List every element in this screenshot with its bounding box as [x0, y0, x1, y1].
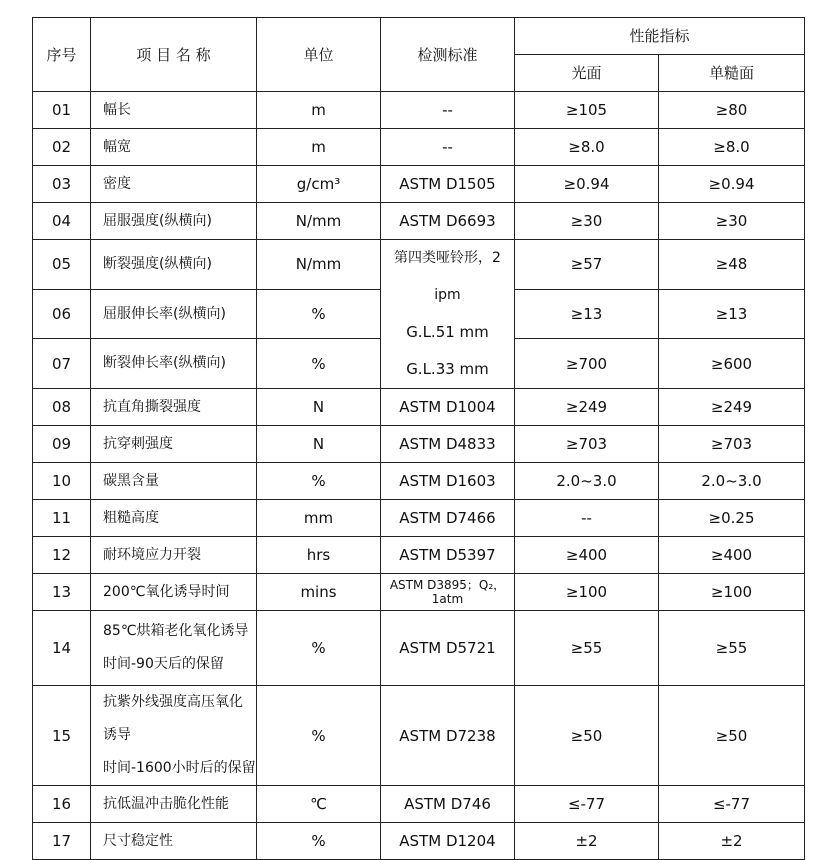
table-row — [33, 686, 805, 786]
header-smooth: 光面 — [515, 55, 659, 92]
table-row — [33, 92, 805, 129]
row-item-line: 时间-90天后的保留 — [103, 656, 224, 672]
row-smooth: ≥249 — [515, 389, 659, 426]
row-smooth: 2.0~3.0 — [515, 463, 659, 500]
row-unit: N — [257, 426, 381, 463]
table-row — [33, 166, 805, 203]
row-no: 06 — [33, 289, 91, 339]
row-standard: ASTM D5721 — [381, 611, 515, 686]
table-row — [33, 786, 805, 823]
table-row — [33, 240, 805, 290]
table-row — [33, 574, 805, 611]
row-item — [91, 611, 257, 686]
row-unit: % — [257, 686, 381, 786]
row-unit: mins — [257, 574, 381, 611]
row-rough: ≥50 — [659, 686, 805, 786]
row-item: 幅长 — [91, 92, 257, 129]
table-row — [33, 463, 805, 500]
row-standard: ASTM D1004 — [381, 389, 515, 426]
row-item: 断裂伸长率(纵横向) — [91, 339, 257, 389]
row-standard-group — [381, 240, 515, 389]
row-unit: hrs — [257, 537, 381, 574]
row-item: 耐环境应力开裂 — [91, 537, 257, 574]
row-smooth: ≥13 — [515, 289, 659, 339]
header-standard: 检测标准 — [381, 18, 515, 92]
row-no: 10 — [33, 463, 91, 500]
row-no: 09 — [33, 426, 91, 463]
row-no: 17 — [33, 823, 91, 860]
row-item: 抗低温冲击脆化性能 — [91, 786, 257, 823]
row-item-line: 85℃烘箱老化氧化诱导 — [103, 623, 249, 639]
row-rough: ≥30 — [659, 203, 805, 240]
row-smooth: ≥55 — [515, 611, 659, 686]
table-row — [33, 500, 805, 537]
standard-line: 第四类哑铃形，2 ipm — [394, 250, 501, 303]
header-performance: 性能指标 — [515, 18, 805, 55]
row-no: 14 — [33, 611, 91, 686]
row-standard: -- — [381, 129, 515, 166]
row-standard: ASTM D4833 — [381, 426, 515, 463]
row-item: 粗糙高度 — [91, 500, 257, 537]
row-no: 13 — [33, 574, 91, 611]
row-no: 05 — [33, 240, 91, 290]
row-no: 08 — [33, 389, 91, 426]
row-rough: ≥0.94 — [659, 166, 805, 203]
row-item: 尺寸稳定性 — [91, 823, 257, 860]
header-seq: 序号 — [33, 18, 91, 92]
row-rough: 2.0~3.0 — [659, 463, 805, 500]
row-standard: -- — [381, 92, 515, 129]
row-no: 11 — [33, 500, 91, 537]
row-unit: ℃ — [257, 786, 381, 823]
header-rough: 单糙面 — [659, 55, 805, 92]
row-no: 07 — [33, 339, 91, 389]
row-item: 抗直角撕裂强度 — [91, 389, 257, 426]
row-unit: % — [257, 289, 381, 339]
row-rough: ≥100 — [659, 574, 805, 611]
row-rough: ≥249 — [659, 389, 805, 426]
row-unit: mm — [257, 500, 381, 537]
header-item: 项 目 名 称 — [91, 18, 257, 92]
row-item-line: 时间-1600小时后的保留 — [103, 760, 256, 776]
row-item-line: 抗紫外线强度高压氧化诱导 — [103, 694, 243, 743]
row-smooth: ≥700 — [515, 339, 659, 389]
row-smooth: ≥703 — [515, 426, 659, 463]
row-smooth: ±2 — [515, 823, 659, 860]
row-unit: N — [257, 389, 381, 426]
row-item: 屈服伸长率(纵横向) — [91, 289, 257, 339]
row-no: 15 — [33, 686, 91, 786]
row-smooth: ≥400 — [515, 537, 659, 574]
row-standard: ASTM D1505 — [381, 166, 515, 203]
row-rough: ≥400 — [659, 537, 805, 574]
row-rough: ≥600 — [659, 339, 805, 389]
row-standard: ASTM D1204 — [381, 823, 515, 860]
row-smooth: ≥57 — [515, 240, 659, 290]
header-row — [33, 18, 805, 55]
row-unit: m — [257, 129, 381, 166]
row-unit: % — [257, 611, 381, 686]
row-item: 200℃氧化诱导时间 — [91, 574, 257, 611]
row-unit: % — [257, 463, 381, 500]
standard-line: G.L.33 mm — [406, 360, 489, 378]
row-standard: ASTM D7238 — [381, 686, 515, 786]
standard-line: G.L.51 mm — [406, 323, 489, 341]
row-item: 抗穿刺强度 — [91, 426, 257, 463]
table-row — [33, 203, 805, 240]
row-item: 断裂强度(纵横向) — [91, 240, 257, 290]
row-unit: g/cm³ — [257, 166, 381, 203]
row-rough: ≤-77 — [659, 786, 805, 823]
row-rough: ≥48 — [659, 240, 805, 290]
row-standard: ASTM D1603 — [381, 463, 515, 500]
row-smooth: ≥8.0 — [515, 129, 659, 166]
row-no: 02 — [33, 129, 91, 166]
row-item: 碳黑含量 — [91, 463, 257, 500]
row-rough: ≥8.0 — [659, 129, 805, 166]
row-standard: ASTM D5397 — [381, 537, 515, 574]
row-standard: ASTM D7466 — [381, 500, 515, 537]
row-no: 04 — [33, 203, 91, 240]
spec-table — [32, 17, 805, 860]
row-smooth: ≥30 — [515, 203, 659, 240]
table-row — [33, 537, 805, 574]
row-no: 03 — [33, 166, 91, 203]
table-row — [33, 823, 805, 860]
row-rough: ≥80 — [659, 92, 805, 129]
row-rough: ≥13 — [659, 289, 805, 339]
table-row — [33, 611, 805, 686]
row-smooth: ≥105 — [515, 92, 659, 129]
row-unit: N/mm — [257, 203, 381, 240]
row-rough: ≥0.25 — [659, 500, 805, 537]
row-smooth: ≥50 — [515, 686, 659, 786]
row-no: 12 — [33, 537, 91, 574]
row-no: 01 — [33, 92, 91, 129]
row-unit: m — [257, 92, 381, 129]
row-unit: % — [257, 823, 381, 860]
row-no: 16 — [33, 786, 91, 823]
row-smooth: -- — [515, 500, 659, 537]
row-item — [91, 686, 257, 786]
row-smooth: ≥100 — [515, 574, 659, 611]
row-rough: ±2 — [659, 823, 805, 860]
row-item: 屈服强度(纵横向) — [91, 203, 257, 240]
header-unit: 单位 — [257, 18, 381, 92]
table-row — [33, 389, 805, 426]
row-item: 幅宽 — [91, 129, 257, 166]
row-standard: ASTM D3895；Q₂，1atm — [381, 574, 515, 611]
row-unit: % — [257, 339, 381, 389]
row-standard: ASTM D6693 — [381, 203, 515, 240]
row-standard: ASTM D746 — [381, 786, 515, 823]
row-rough: ≥55 — [659, 611, 805, 686]
row-unit: N/mm — [257, 240, 381, 290]
row-item: 密度 — [91, 166, 257, 203]
row-rough: ≥703 — [659, 426, 805, 463]
table-row — [33, 426, 805, 463]
row-smooth: ≥0.94 — [515, 166, 659, 203]
table-row — [33, 129, 805, 166]
row-smooth: ≤-77 — [515, 786, 659, 823]
